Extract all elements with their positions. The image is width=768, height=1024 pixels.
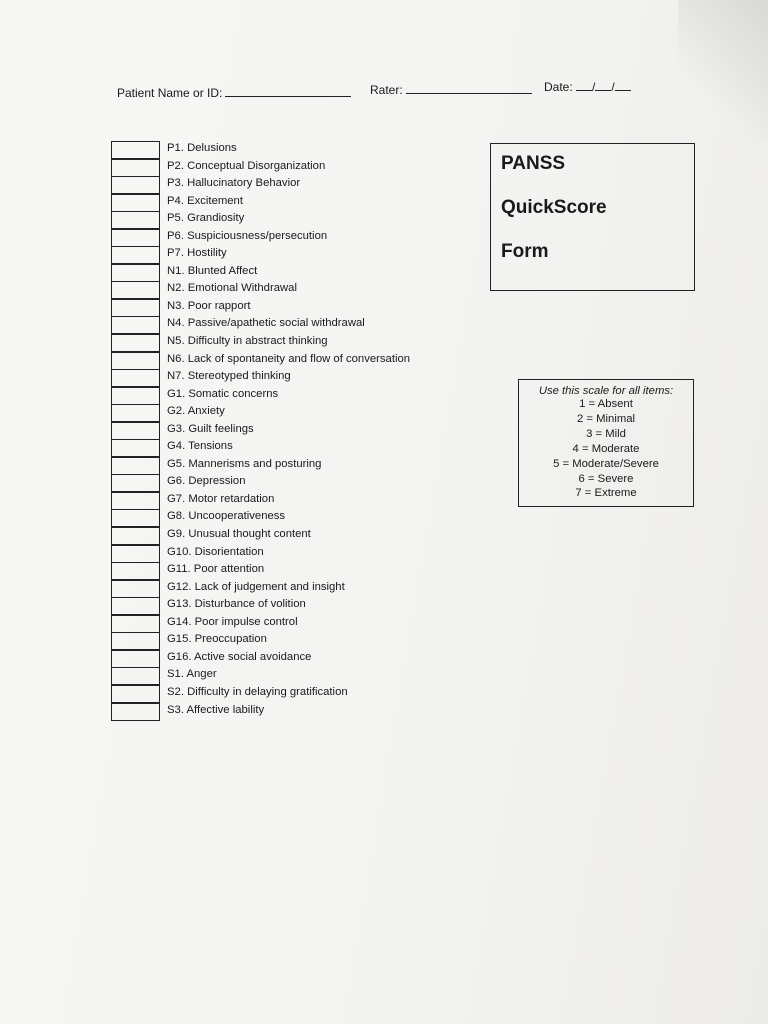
- item-label: N7. Stereotyped thinking: [167, 370, 291, 383]
- score-box[interactable]: [111, 316, 160, 334]
- item-label: G1. Somatic concerns: [167, 387, 279, 400]
- score-box[interactable]: [111, 369, 160, 387]
- item-row: [111, 527, 451, 545]
- item-list: [111, 141, 451, 720]
- score-box[interactable]: [111, 176, 160, 194]
- patient-label: Patient Name or ID:: [117, 86, 223, 100]
- item-row: [111, 194, 451, 212]
- score-box[interactable]: [111, 404, 160, 422]
- item-label: P3. Hallucinatory Behavior: [167, 177, 301, 190]
- item-label: P2. Conceptual Disorganization: [167, 159, 326, 172]
- score-box[interactable]: [111, 632, 160, 650]
- score-box[interactable]: [111, 334, 160, 352]
- item-label: G12. Lack of judgement and insight: [167, 580, 345, 593]
- score-box[interactable]: [111, 650, 160, 668]
- item-label: N3. Poor rapport: [167, 299, 251, 312]
- item-label: G10. Disorientation: [167, 545, 264, 558]
- item-row: [111, 281, 451, 299]
- date-field[interactable]: Date: / /: [544, 80, 631, 94]
- item-label: S1. Anger: [167, 668, 217, 681]
- score-box[interactable]: [111, 141, 160, 159]
- item-row: [111, 474, 451, 492]
- score-box[interactable]: [111, 246, 160, 264]
- title-line-3: Form: [501, 241, 549, 262]
- item-label: G13. Disturbance of volition: [167, 598, 306, 611]
- item-row: [111, 667, 451, 685]
- scale-item: 3 = Mild: [586, 427, 626, 440]
- patient-blank-line[interactable]: [225, 87, 351, 97]
- score-box[interactable]: [111, 545, 160, 563]
- item-label: N2. Emotional Withdrawal: [167, 282, 297, 295]
- item-label: P7. Hostility: [167, 247, 227, 260]
- item-label: G3. Guilt feelings: [167, 422, 254, 435]
- item-row: [111, 632, 451, 650]
- item-label: G2. Anxiety: [167, 405, 225, 418]
- item-row: [111, 246, 451, 264]
- date-month-blank[interactable]: [576, 81, 592, 91]
- item-row: [111, 369, 451, 387]
- form-title-box: [490, 143, 695, 291]
- item-row: [111, 264, 451, 282]
- item-label: G14. Poor impulse control: [167, 615, 298, 628]
- scale-legend: [518, 379, 694, 507]
- score-box[interactable]: [111, 229, 160, 247]
- item-row: [111, 597, 451, 615]
- score-box[interactable]: [111, 667, 160, 685]
- score-box[interactable]: [111, 457, 160, 475]
- scale-item: 5 = Moderate/Severe: [553, 457, 659, 470]
- score-box[interactable]: [111, 474, 160, 492]
- scale-item: 1 = Absent: [579, 398, 633, 410]
- item-row: [111, 229, 451, 247]
- score-box[interactable]: [111, 211, 160, 229]
- item-label: G5. Mannerisms and posturing: [167, 457, 322, 470]
- item-row: [111, 562, 451, 580]
- scale-item: 6 = Severe: [578, 472, 634, 485]
- item-row: [111, 580, 451, 598]
- item-row: [111, 439, 451, 457]
- date-label: Date:: [544, 80, 573, 94]
- title-line-2: QuickScore: [501, 197, 607, 218]
- score-box[interactable]: [111, 159, 160, 177]
- score-box[interactable]: [111, 509, 160, 527]
- item-label: G6. Depression: [167, 475, 246, 488]
- item-label: N4. Passive/apathetic social withdrawal: [167, 317, 365, 330]
- scale-item: 7 = Extreme: [575, 487, 637, 500]
- item-label: G4. Tensions: [167, 440, 233, 453]
- score-box[interactable]: [111, 527, 160, 545]
- item-label: G8. Uncooperativeness: [167, 510, 286, 523]
- item-label: N5. Difficulty in abstract thinking: [167, 335, 328, 348]
- patient-field[interactable]: [117, 86, 351, 100]
- item-label: P4. Excitement: [167, 194, 243, 207]
- score-box[interactable]: [111, 685, 160, 703]
- item-row: [111, 492, 451, 510]
- item-label: P5. Grandiosity: [167, 212, 245, 225]
- score-box[interactable]: [111, 492, 160, 510]
- item-row: [111, 211, 451, 229]
- item-row: [111, 509, 451, 527]
- item-label: G15. Preoccupation: [167, 633, 267, 646]
- item-label: N6. Lack of spontaneity and flow of conversation: [167, 352, 411, 365]
- score-box[interactable]: [111, 562, 160, 580]
- item-row: [111, 703, 451, 721]
- item-row: [111, 422, 451, 440]
- item-label: N1. Blunted Affect: [167, 264, 258, 277]
- scale-item: 4 = Moderate: [572, 442, 640, 455]
- date-year-blank[interactable]: [615, 81, 631, 91]
- score-box[interactable]: [111, 299, 160, 317]
- item-label: G9. Unusual thought content: [167, 528, 311, 541]
- score-box[interactable]: [111, 703, 160, 721]
- item-label: G7. Motor retardation: [167, 492, 275, 505]
- item-row: [111, 159, 451, 177]
- score-box[interactable]: [111, 352, 160, 370]
- item-label: S2. Difficulty in delaying gratification: [167, 685, 348, 698]
- paper-shadow: [678, 0, 768, 140]
- item-row: [111, 387, 451, 405]
- item-label: G16. Active social avoidance: [167, 650, 312, 663]
- item-row: [111, 299, 451, 317]
- item-row: [111, 650, 451, 668]
- item-row: [111, 316, 451, 334]
- item-row: [111, 404, 451, 422]
- item-label: S3. Affective lability: [167, 703, 265, 716]
- item-label: P1. Delusions: [167, 142, 237, 154]
- item-row: [111, 545, 451, 563]
- item-row: [111, 457, 451, 475]
- form-header: [0, 80, 768, 104]
- item-label: G11. Poor attention: [167, 563, 265, 576]
- score-box[interactable]: [111, 580, 160, 598]
- score-box[interactable]: [111, 615, 160, 633]
- item-row: [111, 176, 451, 194]
- item-row: [111, 615, 451, 633]
- scale-item: 2 = Minimal: [576, 412, 636, 425]
- rater-label: Rater:: [370, 83, 403, 97]
- rater-blank-line[interactable]: [406, 84, 532, 94]
- title-line-1: PANSS: [501, 153, 566, 174]
- score-box[interactable]: [111, 264, 160, 282]
- score-box[interactable]: [111, 194, 160, 212]
- score-box[interactable]: [111, 597, 160, 615]
- score-box[interactable]: [111, 422, 160, 440]
- item-row: [111, 334, 451, 352]
- scale-title: Use this scale for all items:: [538, 385, 674, 397]
- score-box[interactable]: [111, 387, 160, 405]
- item-row: [111, 352, 451, 370]
- score-box[interactable]: [111, 439, 160, 457]
- score-box[interactable]: [111, 281, 160, 299]
- date-day-blank[interactable]: [595, 81, 611, 91]
- item-label: P6. Suspiciousness/persecution: [167, 229, 328, 242]
- item-row: [111, 141, 451, 159]
- item-row: [111, 685, 451, 703]
- rater-field[interactable]: [370, 83, 532, 97]
